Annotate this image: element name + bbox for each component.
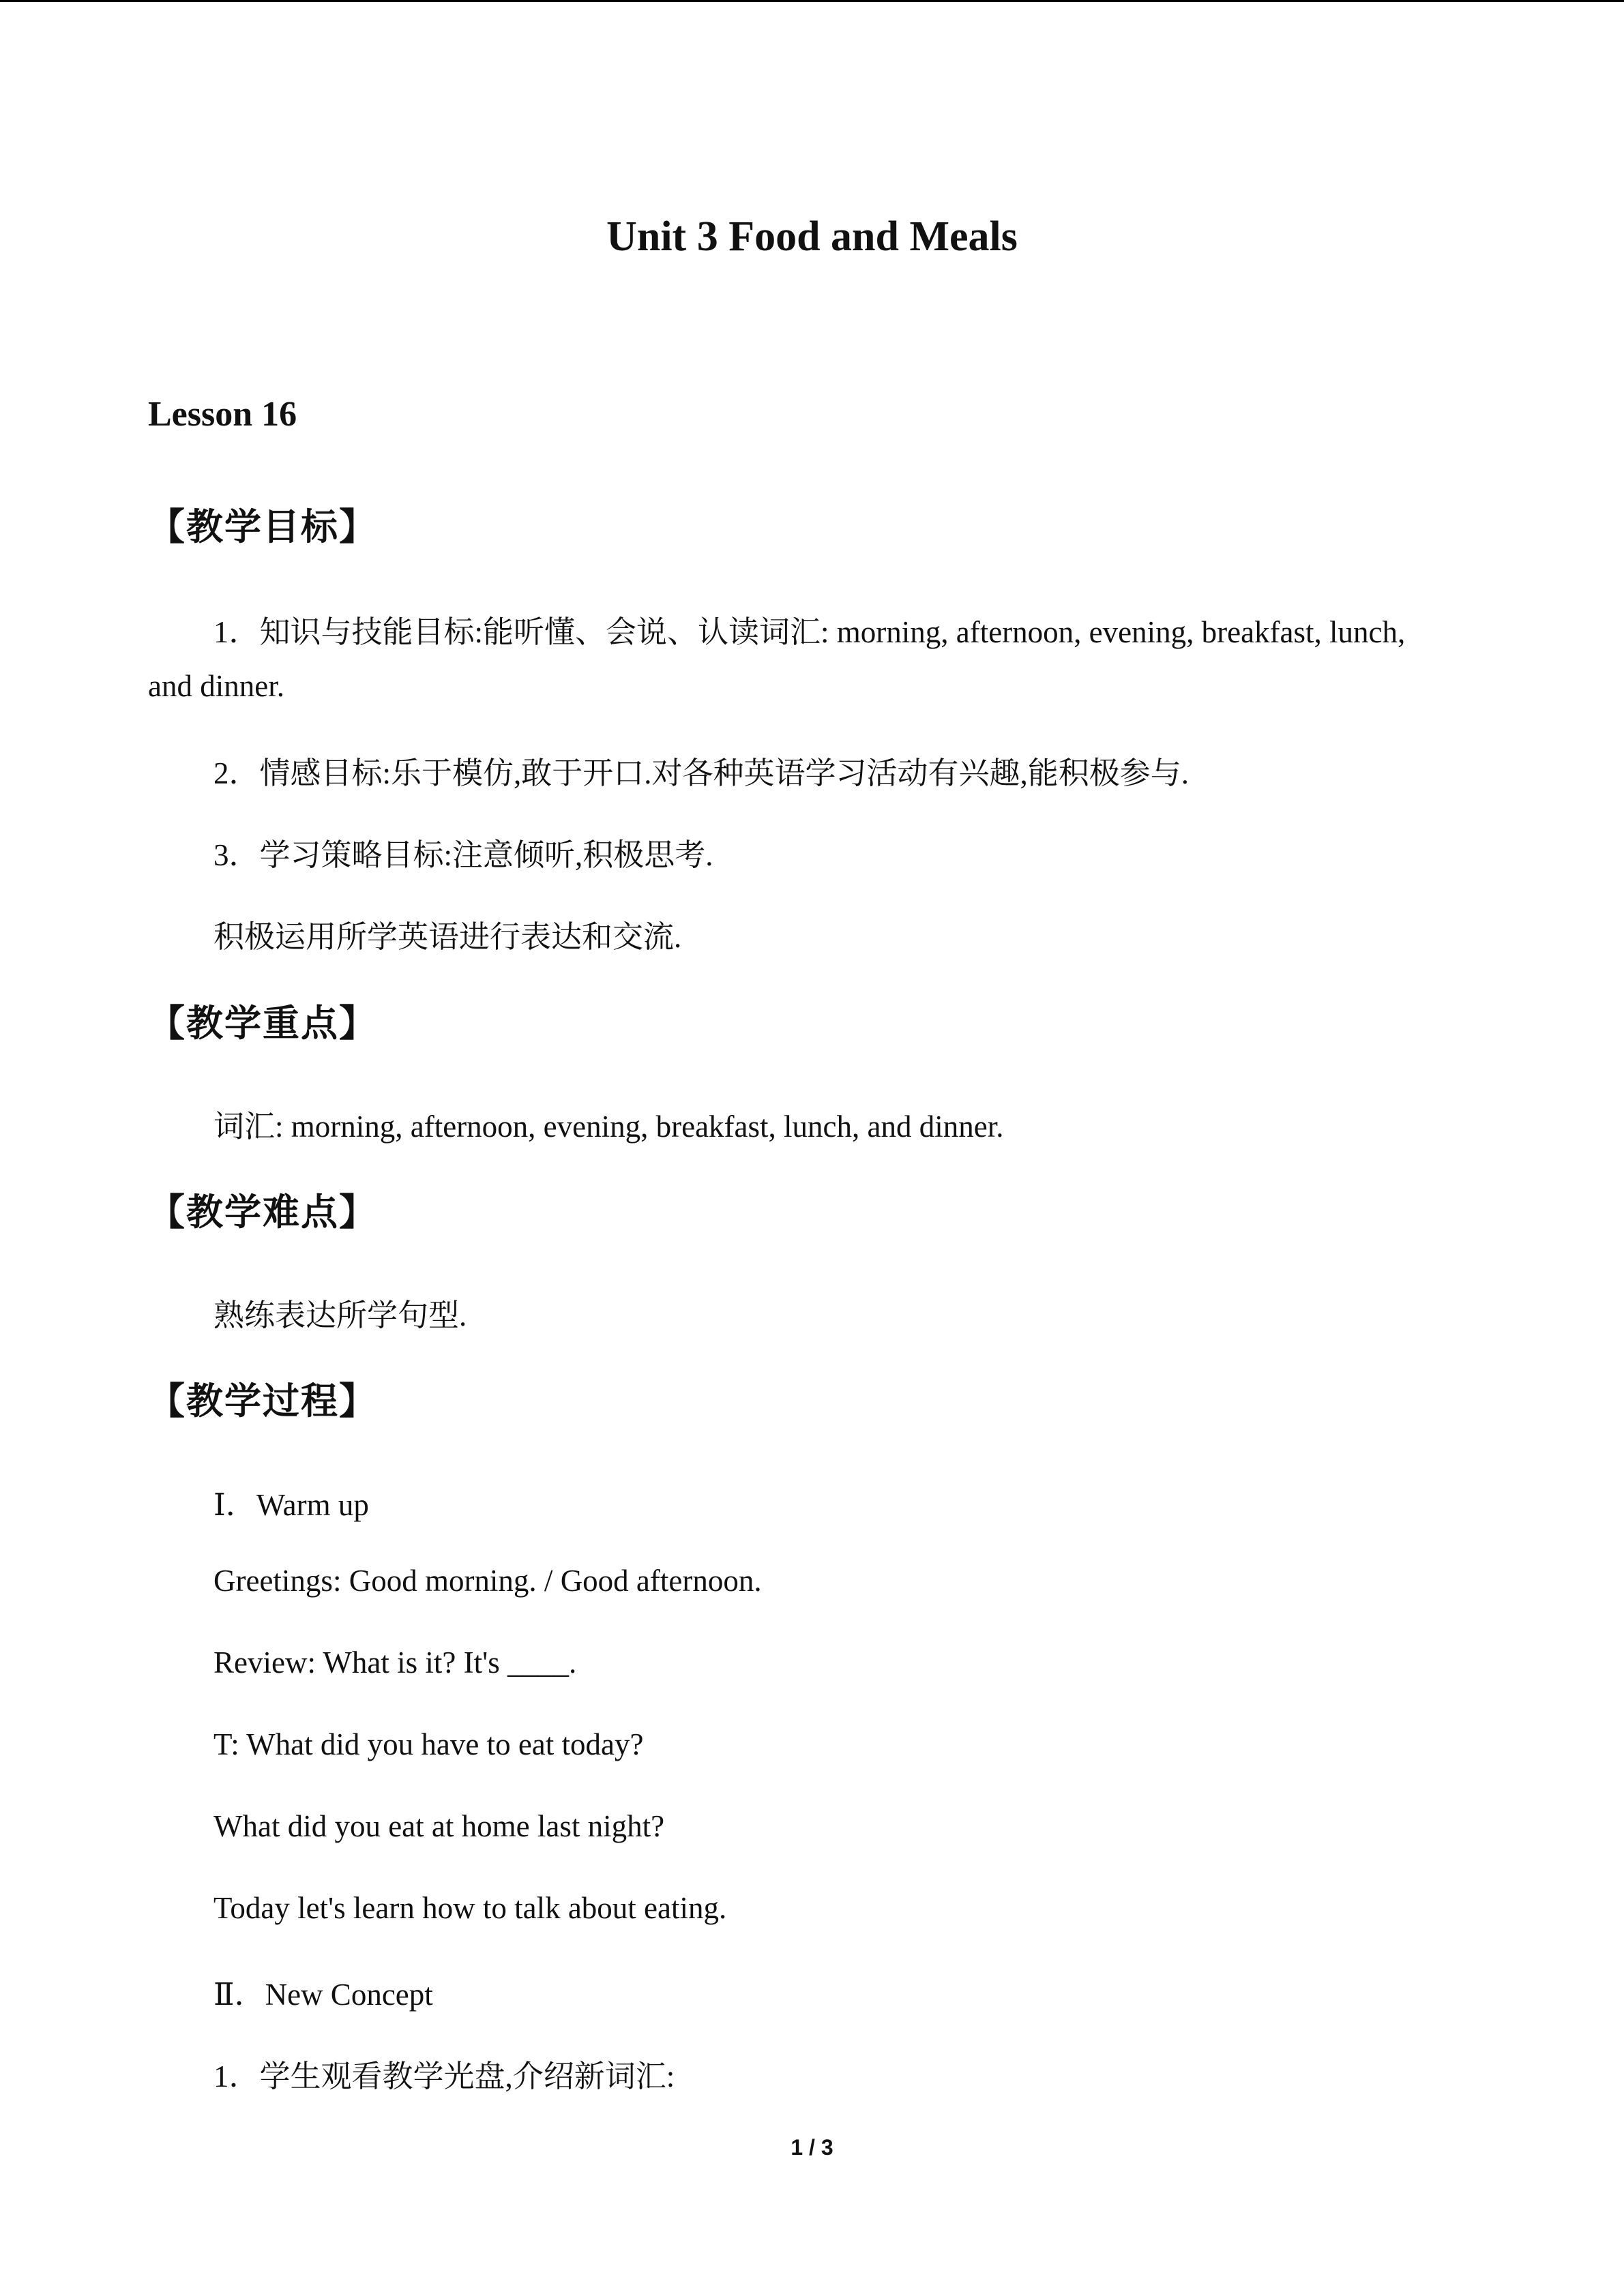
document-title: Unit 3 Food and Meals xyxy=(606,213,1018,260)
objective-item-2: 2．情感目标:乐于模仿,敢于开口.对各种英语学习活动有兴趣,能积极参与. xyxy=(213,756,1190,790)
page-top-border xyxy=(0,0,1624,2)
difficulties-heading: 【教学难点】 xyxy=(148,1191,377,1234)
process-line: T: What did you have to eat today? xyxy=(213,1727,644,1761)
key-points-text: 词汇: morning, afternoon, evening, breakfast, lunch, and dinner. xyxy=(213,1109,1004,1144)
process-step-2-item-1: 1．学生观看教学光盘,介绍新词汇: xyxy=(213,2059,675,2093)
process-heading: 【教学过程】 xyxy=(148,1380,377,1422)
objective-item-1: 1．知识与技能目标:能听懂、会说、认读词汇: morning, afternoon, evening, breakfast, lunch, xyxy=(213,615,1406,649)
process-step-1-title: Ⅰ．Warm up xyxy=(213,1488,369,1522)
process-line: Greetings: Good morning. / Good afternoon. xyxy=(213,1564,762,1598)
process-step-2-title: Ⅱ．New Concept xyxy=(213,1978,433,2012)
process-line: Today let's learn how to talk about eating. xyxy=(213,1891,727,1925)
objective-item-3: 3．学习策略目标:注意倾听,积极思考. xyxy=(213,838,713,872)
difficulties-text: 熟练表达所学句型. xyxy=(213,1298,467,1332)
key-points-heading: 【教学重点】 xyxy=(148,1002,377,1045)
objectives-heading: 【教学目标】 xyxy=(148,505,377,548)
objective-item-4: 积极运用所学英语进行表达和交流. xyxy=(213,920,682,954)
lesson-heading: Lesson 16 xyxy=(148,395,297,434)
process-line: Review: What is it? It's ____. xyxy=(213,1645,577,1680)
page-number: 1 / 3 xyxy=(791,2135,833,2160)
process-line: What did you eat at home last night? xyxy=(213,1809,665,1843)
objective-item-1-continued: and dinner. xyxy=(148,669,284,703)
